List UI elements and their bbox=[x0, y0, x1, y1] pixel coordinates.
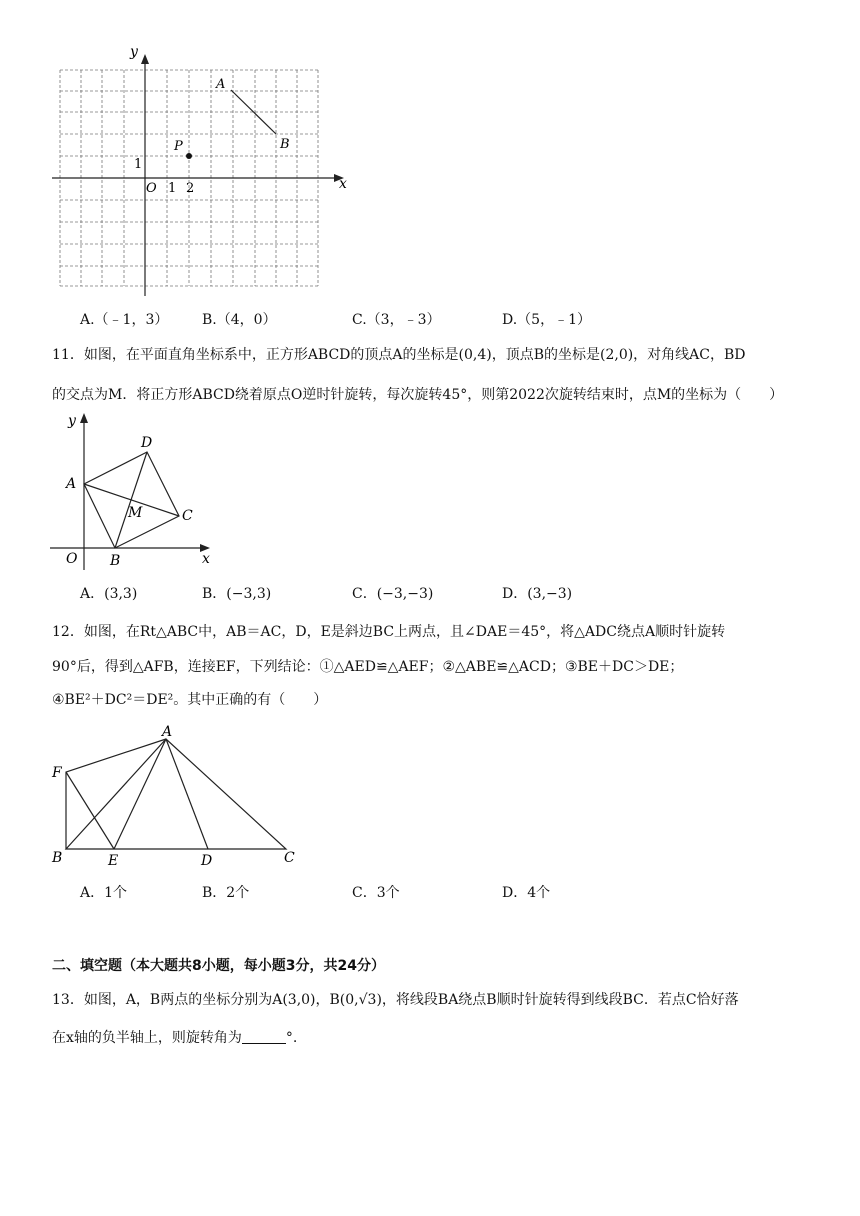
q11-square-figure bbox=[50, 405, 230, 575]
q11-option-a[interactable]: A．(3,3) bbox=[80, 586, 138, 602]
q11-text-line1: 11．如图，在平面直角坐标系中，正方形ABCD的顶点A的坐标是(0,4)，顶点B的坐标是(2,0)，对角线AC，BD bbox=[52, 347, 746, 363]
q11-options bbox=[80, 583, 820, 603]
point-a-label: A bbox=[216, 77, 226, 92]
q13-text-line1: 13．如图，A，B两点的坐标分别为A(3,0)，B(0,√3)，将线段BA绕点B顺时针旋转得到线段BC．若点C恰好落 bbox=[52, 992, 739, 1008]
q12-option-c[interactable]: C．3个 bbox=[352, 885, 400, 901]
q12-option-a[interactable]: A．1个 bbox=[80, 885, 128, 901]
q12-text-line3: ④BE²＋DC²＝DE²。其中正确的有（ ） bbox=[52, 692, 328, 708]
point-p-dot bbox=[186, 153, 192, 159]
square-abcd bbox=[84, 452, 179, 548]
q11-option-d[interactable]: D．(3,−3) bbox=[502, 586, 573, 602]
point-c-label: C bbox=[182, 508, 193, 524]
tick-x2: 2 bbox=[186, 181, 195, 196]
point-b-label: B bbox=[110, 553, 121, 569]
x-axis-label: x bbox=[339, 176, 347, 192]
point-m-label: M bbox=[128, 505, 143, 521]
tick-y1: 1 bbox=[134, 157, 143, 172]
q12-options bbox=[80, 882, 820, 902]
q13-text-before-blank: 在x轴的负半轴上，则旋转角为 bbox=[52, 1030, 242, 1046]
point-c-label: C bbox=[284, 850, 295, 866]
q12-text-line1: 12．如图，在Rt△ABC中，AB＝AC，D，E是斜边BC上两点，且∠DAE＝45°，将△ADC绕点A顺时针旋转 bbox=[52, 624, 726, 640]
point-p-label: P bbox=[174, 139, 183, 154]
point-d-label: D bbox=[201, 853, 213, 869]
q13-text-line2 bbox=[52, 1028, 297, 1048]
q11-option-c[interactable]: C．(−3,−3) bbox=[352, 586, 434, 602]
point-d-label: D bbox=[141, 435, 153, 451]
point-b-label: B bbox=[280, 137, 290, 152]
origin-label: O bbox=[146, 181, 157, 196]
q11-text-line2: 的交点为M．将正方形ABCD绕着原点O逆时针旋转，每次旋转45°，则第2022次旋转结束时，点M的坐标为（ ） bbox=[52, 387, 784, 403]
point-e-label: E bbox=[108, 853, 119, 869]
q12-triangle-figure bbox=[48, 722, 308, 870]
point-a-label: A bbox=[66, 476, 77, 492]
axes bbox=[52, 54, 344, 296]
y-axis-label: y bbox=[68, 413, 76, 429]
q10-option-a[interactable]: A.（﹣1，3） bbox=[80, 312, 169, 328]
point-b-label: B bbox=[52, 850, 63, 866]
q10-option-d[interactable]: D.（5，﹣1） bbox=[502, 312, 591, 328]
q12-option-b[interactable]: B．2个 bbox=[202, 885, 250, 901]
point-f-label: F bbox=[52, 765, 62, 781]
q13-answer-blank[interactable] bbox=[242, 1029, 286, 1044]
q10-options bbox=[80, 309, 820, 329]
y-axis-label: y bbox=[130, 44, 138, 60]
tick-x1: 1 bbox=[168, 181, 177, 196]
q12-option-d[interactable]: D．4个 bbox=[502, 885, 551, 901]
q11-option-b[interactable]: B．(−3,3) bbox=[202, 586, 272, 602]
q10-grid-figure bbox=[40, 40, 360, 300]
q12-text-line2: 90°后，得到△AFB，连接EF，下列结论：①△AED≌△AEF；②△ABE≌△ACD；③BE＋DC＞DE； bbox=[52, 659, 684, 675]
q10-option-c[interactable]: C.（3，﹣3） bbox=[352, 312, 441, 328]
section-title: 二、填空题（本大题共8小题，每小题3分，共24分） bbox=[52, 958, 385, 974]
triangle-lines bbox=[66, 739, 286, 849]
point-a-label: A bbox=[162, 724, 173, 740]
q10-option-b[interactable]: B.（4，0） bbox=[202, 312, 277, 328]
q13-text-after-blank: °. bbox=[285, 1030, 298, 1046]
x-axis-label: x bbox=[202, 551, 210, 567]
origin-label: O bbox=[66, 551, 78, 567]
